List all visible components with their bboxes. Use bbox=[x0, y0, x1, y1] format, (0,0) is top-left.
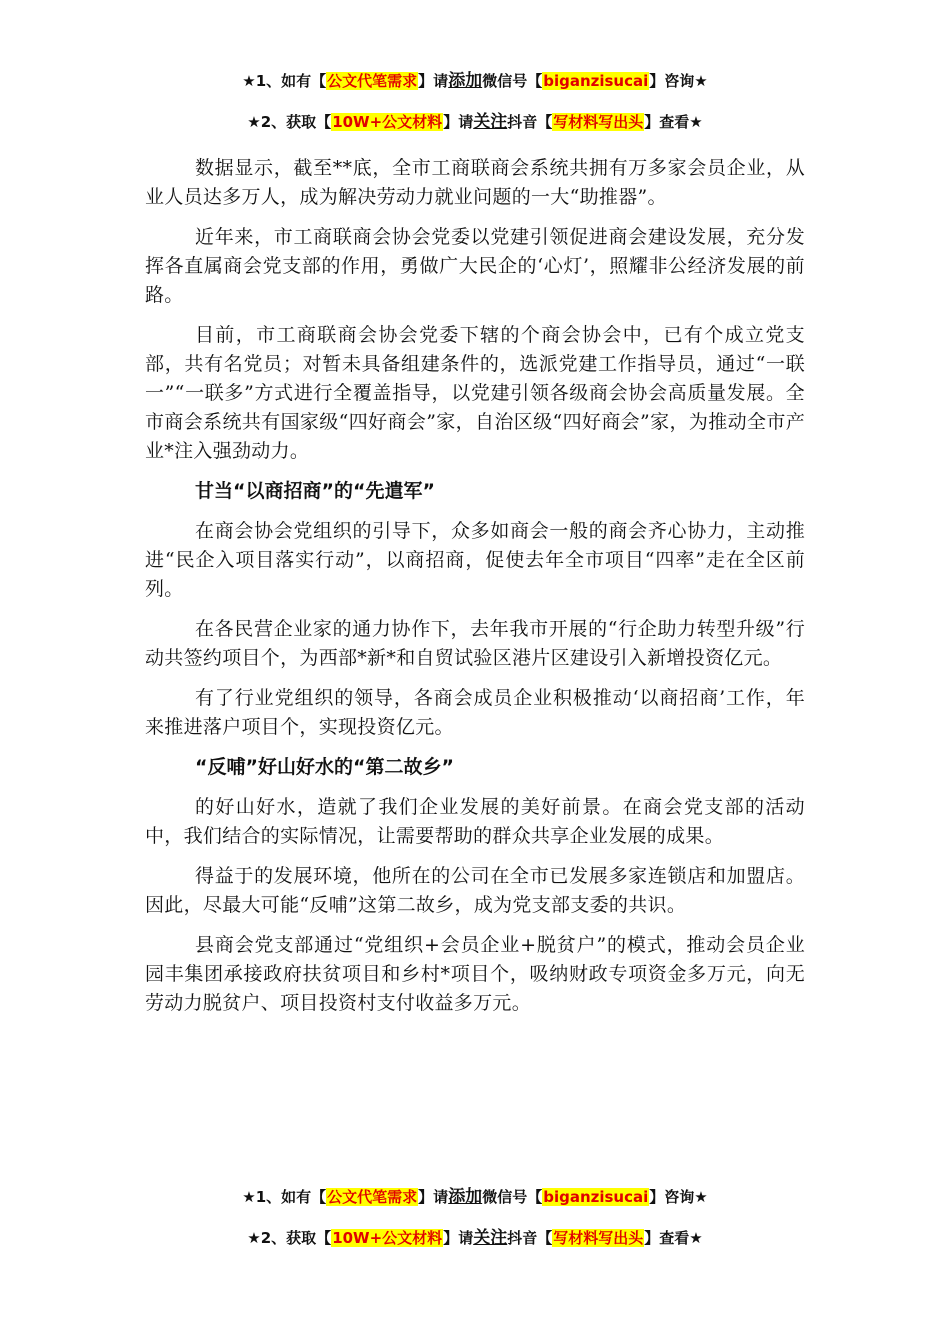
bottom-banner-line-1 bbox=[0, 1186, 950, 1208]
banner-text: ★2、获取【 bbox=[247, 1229, 332, 1247]
banner-text: 抖音【 bbox=[507, 113, 553, 131]
paragraph: 近年来，市工商联商会协会党委以党建引领促进商会建设发展，充分发挥各直属商会党支部的作用，勇做广大民企的‘心灯’，照耀非公经济发展的前路。 bbox=[145, 226, 805, 306]
banner-highlight: 公文代笔需求 bbox=[327, 72, 418, 90]
banner-text: 】咨询★ bbox=[649, 1188, 708, 1206]
douyin-highlight: 写材料写出头 bbox=[553, 1229, 644, 1247]
banner-text: 】请 bbox=[418, 1188, 449, 1206]
banner-text: 微信号【 bbox=[482, 1188, 543, 1206]
banner-underline: 关注 bbox=[473, 112, 508, 132]
banner-underline: 添加 bbox=[448, 1187, 483, 1207]
paragraph: 有了行业党组织的领导，各商会成员企业积极推动‘以商招商’工作，年来推进落户项目个，实现投资亿元。 bbox=[145, 687, 805, 738]
section-heading: “反哺”好山好水的“第二故乡” bbox=[195, 756, 454, 778]
paragraph: 在商会协会党组织的引导下，众多如商会一般的商会齐心协力，主动推进“民企入项目落实行动”，以商招商，促使去年全市项目“四率”走在全区前列。 bbox=[145, 520, 805, 600]
banner-text: ★1、如有【 bbox=[242, 1188, 327, 1206]
douyin-highlight: 写材料写出头 bbox=[553, 113, 644, 131]
banner-text: 】查看★ bbox=[644, 1229, 703, 1247]
banner-text: ★2、获取【 bbox=[247, 113, 332, 131]
banner-text: 】查看★ bbox=[644, 113, 703, 131]
section-heading: 甘当“以商招商”的“先遣军” bbox=[195, 480, 435, 502]
banner-text: ★1、如有【 bbox=[242, 72, 327, 90]
top-banner-line-1 bbox=[0, 70, 950, 92]
paragraph: 的好山好水，造就了我们企业发展的美好前景。在商会党支部的活动中，我们结合的实际情况，让需要帮助的群众共享企业发展的成果。 bbox=[145, 796, 805, 847]
banner-underline: 关注 bbox=[473, 1228, 508, 1248]
paragraph: 目前，市工商联商会协会党委下辖的个商会协会中，已有个成立党支部，共有名党员；对暂未具备组建条件的，选派党建工作指导员，通过“一联一”“一联多”方式进行全覆盖指导，以党建引领各级商会协会高质量发展。全市商会系统共有国家级“四好商会”家，自治区级“四好商会”家，为推动全市产业*注入强劲动力。 bbox=[145, 324, 805, 462]
wechat-id-highlight: biganzisucai bbox=[543, 72, 649, 90]
banner-highlight: 10W+公文材料 bbox=[332, 1229, 443, 1247]
paragraph: 县商会党支部通过“党组织+会员企业+脱贫户”的模式，推动会员企业园丰集团承接政府扶贫项目和乡村*项目个，吸纳财政专项资金多万元，向无劳动力脱贫户、项目投资村支付收益多万元。 bbox=[145, 934, 805, 1014]
banner-highlight: 公文代笔需求 bbox=[327, 1188, 418, 1206]
document-body bbox=[145, 154, 805, 1029]
top-banner-line-2 bbox=[0, 111, 950, 133]
paragraph: 得益于的发展环境，他所在的公司在全市已发展多家连锁店和加盟店。因此，尽最大可能“反哺”这第二故乡，成为党支部支委的共识。 bbox=[145, 865, 805, 916]
bottom-banner-line-2 bbox=[0, 1227, 950, 1249]
banner-text: 】咨询★ bbox=[649, 72, 708, 90]
banner-text: 】请 bbox=[418, 72, 449, 90]
banner-highlight: 10W+公文材料 bbox=[332, 113, 443, 131]
banner-text: 】请 bbox=[443, 1229, 474, 1247]
banner-text: 微信号【 bbox=[482, 72, 543, 90]
wechat-id-highlight: biganzisucai bbox=[543, 1188, 649, 1206]
banner-underline: 添加 bbox=[448, 71, 483, 91]
banner-text: 抖音【 bbox=[507, 1229, 553, 1247]
paragraph: 数据显示，截至**底，全市工商联商会系统共拥有万多家会员企业，从业人员达多万人，成为解决劳动力就业问题的一大“助推器”。 bbox=[145, 157, 805, 208]
banner-text: 】请 bbox=[443, 113, 474, 131]
paragraph: 在各民营企业家的通力协作下，去年我市开展的“行企助力转型升级”行动共签约项目个，为西部*新*和自贸试验区港片区建设引入新增投资亿元。 bbox=[145, 618, 805, 669]
